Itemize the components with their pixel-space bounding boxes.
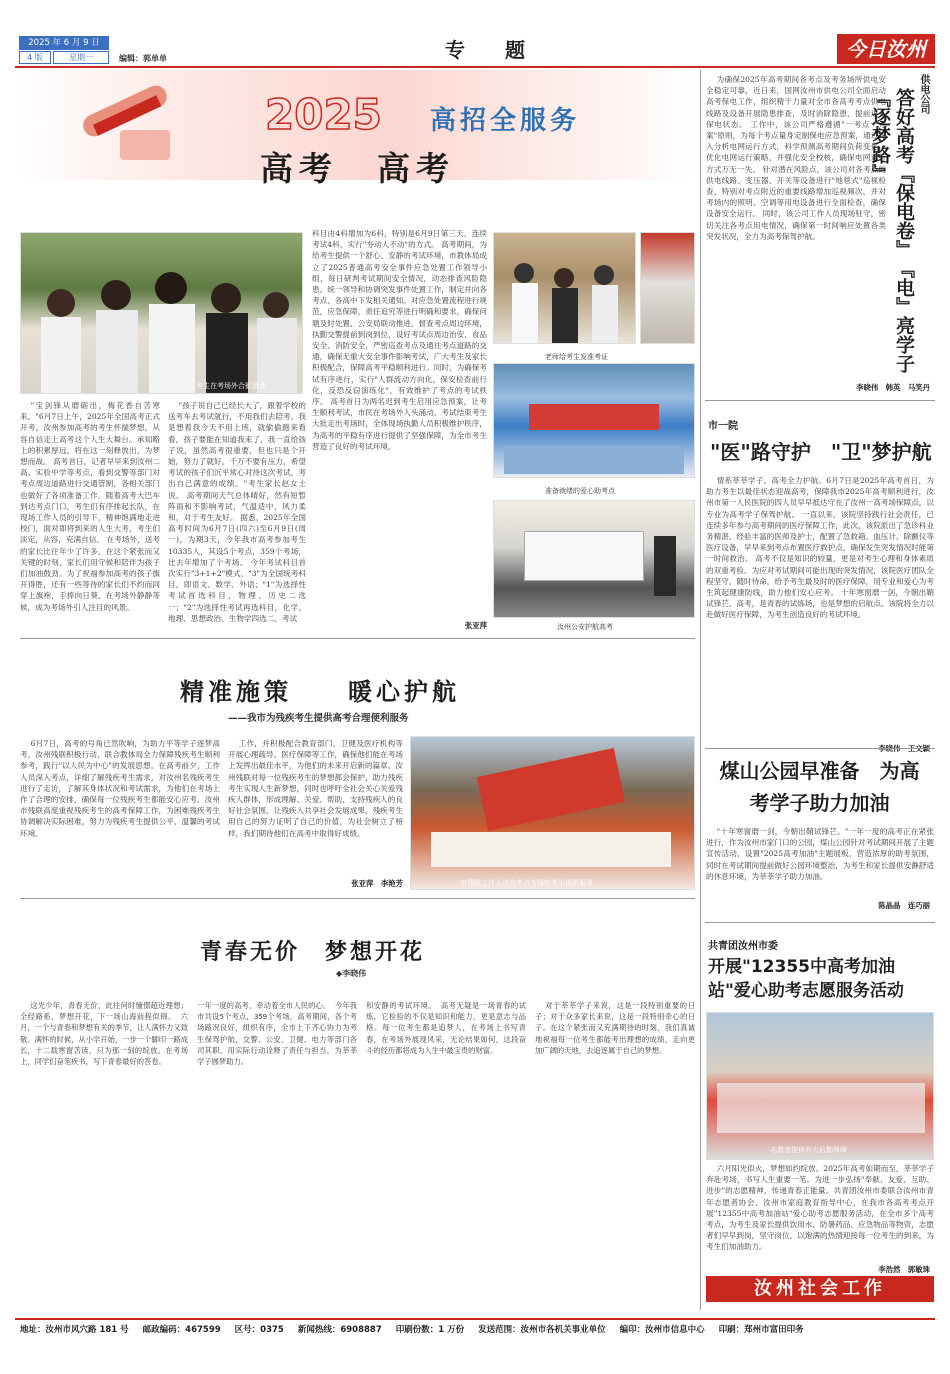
header-page: 4 版 [19,51,51,64]
side-rule-1 [705,400,935,401]
photo-caption: 考生在考场外合影留念 [196,382,266,390]
article2-signature: 张亚萍 李艳芳 [351,879,403,888]
photo-students-group [20,232,303,394]
article3-col2: 一年一度的高考，牵动着全市人民的心。 今年我市共设5个考点，359个考场，高考期间，各个考场路况良好，组织有序，全市上下齐心协力为考生保驾护航，交警、公安、卫健、电力等部门各司其职，用实际行动诠释了责任与担当，为莘莘学子圆梦助力。 [197,1001,357,1067]
article3-title: 青春无价 梦想开花 [200,940,426,965]
article2-col1: 6月7日，高考的号角已然吹响，为助力平等学子逐梦高考，汝州残联积极行动，联合教体局全力保障残疾考生顺利参考，践行"以人民为中心"的发展思想。在高考前夕，工作人员深入考点，详细了解残疾考生需求，对汝州名残疾考生进行了走访，了解其身体状况和考试需求，为他们在考场上作了合理的安排，确保每一位残疾考生都能安心应考，汝州市残联高度重视残疾考生的高考保障工作，为困难残疾考生协调解决实际困难，努力为残疾考生提供公平、温馨的考试环境。 [20,739,220,838]
side2-org: 市一院 [708,421,738,432]
article3-col1: 这光少年，青春无价，此往何时憧憬超近理想；全经路系，梦想开花，下一场山海前程似锦。 六月，一个与青春和梦想有关的季节，让人满怀力又致敬。满怀的时候，从小学开始，一步一个脚印一路成长，十二载寒窗苦读，只为那一刻的绽放。在考场上，同学们奋笔疾书，写下青春最好的答卷。 [20,1001,188,1067]
photo-caption-teacher: 老师给考生发准考证 [545,353,608,361]
side4-signature: 李浩然 郭敏珠 [878,1265,930,1274]
masthead [15,34,935,70]
side1-signature: 李晓伟 韩英 马笑丹 [856,383,930,392]
diploma-icon [70,80,190,170]
section-title: 专 题 [445,38,525,62]
article1-col3: 科目由4科增加为6科，特别是6月9日第三天，连续考试4科，实行"夯动人不动"的方式。 高考期间，为给考生提供一个舒心、安静的考试环境，市教体局成立了2025普通高考安全事件应急处置工作领导小组，每日研判考试期间安全情况，动态排查风险隐患。统一领导和协调突发事件处置工作，制定并向各考点、各高中下发相关通知。对应急处置流程进行规范，应急保障，责任追究等进行明确和要求，确保问题及时处置、公安局联动推进，督查考点周边环境，执勤交警提前到岗到位，设好考试点周边治安、食品安全、消防安全，严密巡查考点及通往考点道路的交通，确保无重大安全事件影响考试，广大考生及家长积极配合，保障高考平稳顺利进行。同时，为确保考试有序进行，实行"人群流动方向化，保安检查前行化，反恐反窃演练化"，有效维护了考点的考试秩序。 高考首日为两名迟到考生启用应急预案，让考生顺利考试，市民在考场外人头涌动、考试结束考生大批走出考场时，全体现场执勤人员积极维护秩序，为高考的平稳有序进行提供了坚强保障，为全市考生营造了良好的考试环境。 [312,229,487,451]
rule-2 [20,898,695,899]
header-date: 2025 年 6 月 9 日 [19,36,109,50]
side-rule-2 [705,748,935,749]
footer-area-code: 区号：0375 [234,1325,284,1335]
rule-1 [20,638,695,639]
header-rule [15,66,935,68]
side4-org: 共青团汝州市委 [708,941,778,952]
photo-caption-volunteers: 志愿者提供有力后勤保障 [770,1146,847,1154]
photo-caption-volunteer: 准备就绪的爱心助考点 [545,487,615,495]
side1-org: 供电公司 [918,74,929,114]
article2-col2: 工作，并积极配合教育部门、卫健及医疗机构等开展心理疏导、医疗保障等工作，确保他们能在考场上发挥出最佳水平，为他们的未来开启新的篇章。汝州残联对每一位残疾考生的梦想都会保护，助力残疾考生实现人生新梦想，同时也呼吁全社会关心关爱残疾人群体，形成理解、关爱、帮助、支持残疾人的良好社会氛围，让残疾人共享社会发展成果，残疾考生用自己的努力证明了自己的价值，为社会树立了榜样，我们期待他们在高考中取得好成绩。 [228,739,403,838]
side3-title: 煤山公园早准备 为高考学子助力加油 [719,759,920,815]
article2-title: 精准施策 暖心护航 [180,678,460,706]
article1-col1: "宝剑锋从磨砺出，梅花香自苦寒来。"6月7日上午，2025年全国高考正式开考，汝州参加高考的考生怀揣梦想，从容自信走上高考这个人生大舞台。承知略上的积累厚远，将在这一刻释放出，为梦想而战。 高考首日，记者早早来到汝州二高、实验中学等考点，看到交警等部门对考点周边道路进行交通管制，各相关部门也做好了各项准备工作。随着高考大巴车到达考点门口，考生们有序排起长队，在现场工作人员的引导下，精神饱满地走进校门，面对即将到来的人生大考，考生们淡定，从容，充满自信。 在考场外，送考的家长比往年少了许多，在这个紧张而又关键的时刻，家长们用守候和陪伴为孩子们加油鼓劲。为了祝福参加高考的孩子旗开得胜，还有一些等待的家长们不约而同穿上旗袍，手捧向日葵，在考场外静静等候，成为考场外引人注目的风景。 [20,401,160,612]
footer-distribution: 发送范围：汝州市各机关事业单位 [478,1325,606,1335]
photo-school-gate [640,232,695,344]
footer-print-house: 印刷：郑州市富田印务 [718,1325,804,1335]
article2-subtitle: ——我市为残疾考生提供高考合理便利服务 [228,713,409,724]
side4-body: 六月阳光似火，梦想如约绽放。2025年高考如期而至，莘莘学子奔赴考场，书写人生重要一笔。为进一步弘扬"奉献、友爱、互助、进步"的志愿精神，传递青春正能量。共青团汝州市委联合汝州市青年志愿者协会、汝州市家庭教育指导中心，在我市各高考考点开展"12355中高考加油站"爱心助考志愿服务活动，在全市多个高考考点，为考生及家长提供饮用水、防暑药品、应急物品等物资，志愿者们早早到岗，坚守岗位，以饱满的热情迎接每一位考生的到来，为考生们加油助力。 [706,1164,934,1252]
photo-police-escort [493,500,695,618]
footer-hotline: 新闻热线：6908887 [297,1325,382,1335]
banner-year: 2025 [265,90,382,139]
photo-volunteers [706,1012,934,1160]
footer [20,1323,930,1337]
photo-caption-disability: 市残联工作人员在考点为残疾考生提供服务 [460,879,593,887]
article3-col4: 对于莘莘学子来说，这是一段特别重要的日子；对于众多家长来说，这是一段特别牵心的日子。在这个紧张而又充满期待的时刻，我们真诚地祝福每一位考生都能考出理想的成绩，走向更加广阔的天地，去追逐属于自己的梦想。 [535,1001,695,1055]
article1-col2: "孩子说自己已经长大了，跟着学校的送考车去考试就行，不用我们去陪考。我是想着我今天不用上班，就偷偷跑来看看，孩子要能在知道我来了，我一直给孩子说，虽然高考很重要，但也只是个开始，努力了就好，千万不要有压力，希望考试的孩子们沉平常心对待这次考试，考出自己满意的成绩。"考生家长赵女士说。 高考期间天气总体晴好，然有短暂阵雨和不影响考试，气温适中，风力柔和，对于考生友好。 据悉，2025年全国高考时间为6月7日(四六)至6月9日(周一)，为期3天，今年我市高考参加考生10335人，其设5个考点，359个考场，比去年增加了个考场。 今年考试科目首次实行"3+1+2"模式，"3"为全国统考科目，即语文、数学、外语；"1"为选择性考试首选科目，物理、历史二选一；"2"为选择性考试再选科目，化学、地理、思想政治、生物学四选二。考试 [168,401,306,623]
footer-postcode: 邮政编码：467599 [142,1325,221,1335]
banner-slogan: 高招全服务 [430,106,581,136]
photo-teacher-cards [493,232,636,344]
side2-body: 情系莘莘学子，高考全力护航。6月7日是2025年高考首日，为助力考生以最佳状态迎战高考，保障我市2025年高考顺利进行，汝州市第一人民医院的四人员早早抵达守在了汝州一高考场保障点，以专业为高考学子保驾护航。 一直以来，该院坚持践行社会责任，已连续多年参与高考期间的医疗保障工作，此次，该院派出了急诊科业务精湛、经验丰富的医师及护士，配置了急救箱、血压计、除颤仪等医疗设备，早早来到考点布置医疗救护点，确保发生突发情况时能第一时间救治。 高考不仅是知识的较量，更是对考生心理和身体素质的双重考验。为应对考试期间可能出现的突发情况，该院医疗团队全程坚守，随时待命，给予考生最及时的医疗保障，用专业和爱心为考生筑起健康防线，助力他们安心应考。 十年寒窗磨一剑，今朝出鞘试锋芒。高考，是青春的试炼场，也是梦想的启航点。该院将全力以赴做好医疗保障，为考生创造良好的考试环境。 [706,476,934,620]
header-weekday: 星期一 [53,51,109,64]
newspaper-logo: 今日汝州 [837,34,935,64]
photo-caption-police: 汝州公安护航高考 [557,623,613,631]
side1-title: 答好高考『保电卷』 『电』亮学子『逐梦路』 [869,88,915,373]
side4-footer-banner: 汝州社会工作 [706,1276,934,1302]
side2-title: "医"路守护 "卫"梦护航 [710,440,932,464]
side-rule-3 [705,922,935,923]
footer-address: 地址：汝州市风穴路 181 号 [20,1325,129,1335]
side3-signature: 陈晶晶 连巧丽 [878,901,930,910]
side4-title: 开展"12355中高考加油站"爱心助考志愿服务活动 [708,957,904,1001]
photo-disability-service [410,736,695,890]
article3-col3: 和安静的考试环境。 高考无疑是一场青春的试炼，它检验的不仅是知识和能力，更是意志与品格。每一位考生都是追梦人，在考场上书写青春，在考场外展现风采，无论结果如何，这段奋斗的经历都将成为人生中最宝贵的财富。 [366,1001,526,1055]
article1-signature: 张亚萍 [464,621,487,630]
header-editor: 编辑：郭单单 [119,54,167,63]
side1-body: 为确保2025年高考期间各考点及考务场所供电安全稳定可靠，近日来，国网汝州市供电公司全面启动高考保电工作，组织精干力量对全市各高考考点供电线路及设备开展隐患排查，及时消除隐患，提前进入保电状态。 工作中，该公司严格遵循"一考点一方案"原则，为每个考点量身定制保电应急预案，通过深入分析电网运行方式，科学预测高考期间负荷变化，优化电网运行策略，并强化安全校核，确保电网运行方式万无一失。 针对潜在风险点，该公司对各考点的供电线路、变压器、开关等设备进行"地毯式"巡视检查，特别对考点附近的重要线路增加巡视频次，并对考场内的照明、空调等用电设备进行全面检查，确保设备安全运行。 同时，该公司工作人员现场驻守，密切关注各考点用电情况，确保第一时间响应处置各类突发状况，全力为高考保驾护航。 [706,75,886,241]
footer-rule [15,1318,935,1320]
main-headline: 高考 高考 [260,149,455,188]
side3-body: "十年寒窗磨一剑，今朝出鞘试锋芒。"一年一度的高考正在紧张进行，作为汝州市家门口的公园，煤山公园针对考试期间开展了主题宣传活动，设置"2025高考加油"主题展板，营造浓厚的助考氛围，同时在考试期间提前做好公园环境整治，为考生和家长提供安静舒适的休息环境，为莘莘学子助力加油。 [706,827,934,881]
photo-volunteer-tent [493,363,695,478]
sidebar-divider [700,70,701,1310]
footer-printer: 编印：汝州市信息中心 [619,1325,705,1335]
article3-author: ◆李晓伟 [336,969,367,978]
footer-print-count: 印刷份数：1 万份 [395,1325,465,1335]
